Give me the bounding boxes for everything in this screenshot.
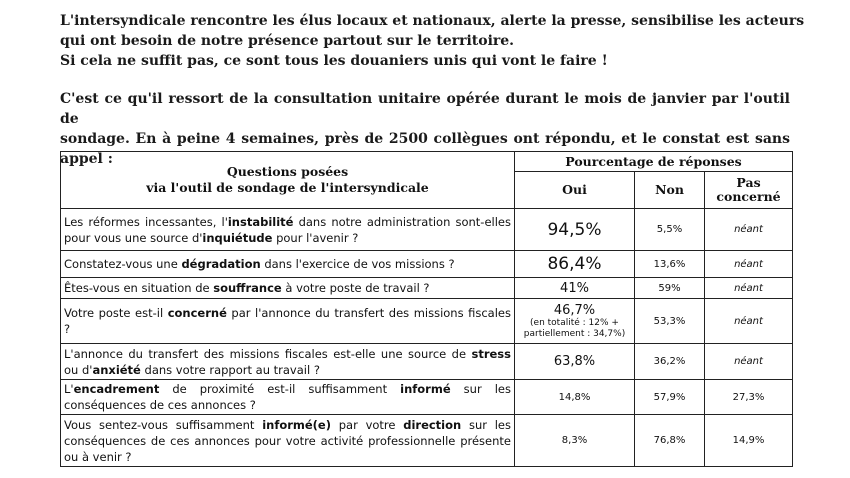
non-cell: 13,6% xyxy=(635,251,705,278)
table-row xyxy=(61,380,793,415)
percent-header: Pourcentage de réponses xyxy=(515,152,793,172)
oui-header: Oui xyxy=(515,171,635,208)
context-line: C'est ce qu'il ressort de la consultation unitaire opérée durant le mois de janvier par l'outil de xyxy=(60,91,790,127)
intro-line: L'intersyndicale rencontre les élus locaux et nationaux, alerte la presse, sensibilise les acteurs xyxy=(60,13,805,29)
pas-concerne-cell: néant xyxy=(705,278,793,299)
table-row xyxy=(61,344,793,380)
question-cell: Êtes-vous en situation de souffrance à votre poste de travail ? xyxy=(61,278,515,299)
table-row xyxy=(61,299,793,344)
non-cell: 5,5% xyxy=(635,209,705,251)
survey-results-table xyxy=(60,151,793,467)
oui-cell: 41% xyxy=(515,278,635,299)
non-cell: 53,3% xyxy=(635,299,705,344)
context-line: sondage. En à peine 4 semaines, près de 2500 collègues ont répondu, et le constat est sans xyxy=(60,131,790,147)
pas-concerne-cell: néant xyxy=(705,251,793,278)
oui-cell: 46,7% (en totalité : 12% + partiellement : 34,7%) xyxy=(515,299,635,344)
table-row xyxy=(61,415,793,467)
context-line: appel : xyxy=(60,151,113,167)
non-cell: 76,8% xyxy=(635,415,705,467)
pas-header-line: Pas xyxy=(736,174,761,190)
pas-concerne-header xyxy=(705,171,793,208)
oui-cell: 8,3% xyxy=(515,415,635,467)
question-cell: Vous sentez-vous suffisamment informé(e) par votre direction sur les conséquences de ces annonces pour votre activité professionnelle présente ou à venir ? xyxy=(61,415,515,467)
intro-paragraph xyxy=(60,11,805,71)
intro-line: Si cela ne suffit pas, ce sont tous les douaniers unis qui vont le faire ! xyxy=(60,53,608,69)
oui-cell: 14,8% xyxy=(515,380,635,415)
pas-concerne-cell: néant xyxy=(705,344,793,380)
pas-header-line: concerné xyxy=(716,188,781,204)
oui-cell: 63,8% xyxy=(515,344,635,380)
question-cell: L'encadrement de proximité est-il suffisamment informé sur les conséquences de ces annonces ? xyxy=(61,380,515,415)
non-header: Non xyxy=(635,171,705,208)
non-cell: 59% xyxy=(635,278,705,299)
oui-cell: 86,4% xyxy=(515,251,635,278)
questions-header xyxy=(61,152,515,209)
oui-note: (en totalité : 12% + partiellement : 34,7%) xyxy=(523,317,626,339)
table-row xyxy=(61,209,793,251)
table-row xyxy=(61,278,793,299)
pas-concerne-cell: néant xyxy=(705,209,793,251)
oui-cell: 94,5% xyxy=(515,209,635,251)
question-cell: Constatez-vous une dégradation dans l'exercice de vos missions ? xyxy=(61,251,515,278)
non-cell: 57,9% xyxy=(635,380,705,415)
intro-line: qui ont besoin de notre présence partout sur le territoire. xyxy=(60,33,515,49)
question-cell: Les réformes incessantes, l'instabilité dans notre administration sont-elles pour vous une source d'inquiétude pour l'avenir ? xyxy=(61,209,515,251)
table-row xyxy=(61,251,793,278)
questions-header-line: Questions posées xyxy=(226,164,349,179)
pas-concerne-cell: 14,9% xyxy=(705,415,793,467)
question-cell: Votre poste est-il concerné par l'annonce du transfert des missions fiscales ? xyxy=(61,299,515,344)
pas-concerne-cell: 27,3% xyxy=(705,380,793,415)
question-cell: L'annonce du transfert des missions fiscales est-elle une source de stress ou d'anxiété dans votre rapport au travail ? xyxy=(61,344,515,380)
table-header-row xyxy=(61,152,793,172)
pas-concerne-cell: néant xyxy=(705,299,793,344)
non-cell: 36,2% xyxy=(635,344,705,380)
questions-header-line: via l'outil de sondage de l'intersyndicale xyxy=(146,180,429,195)
